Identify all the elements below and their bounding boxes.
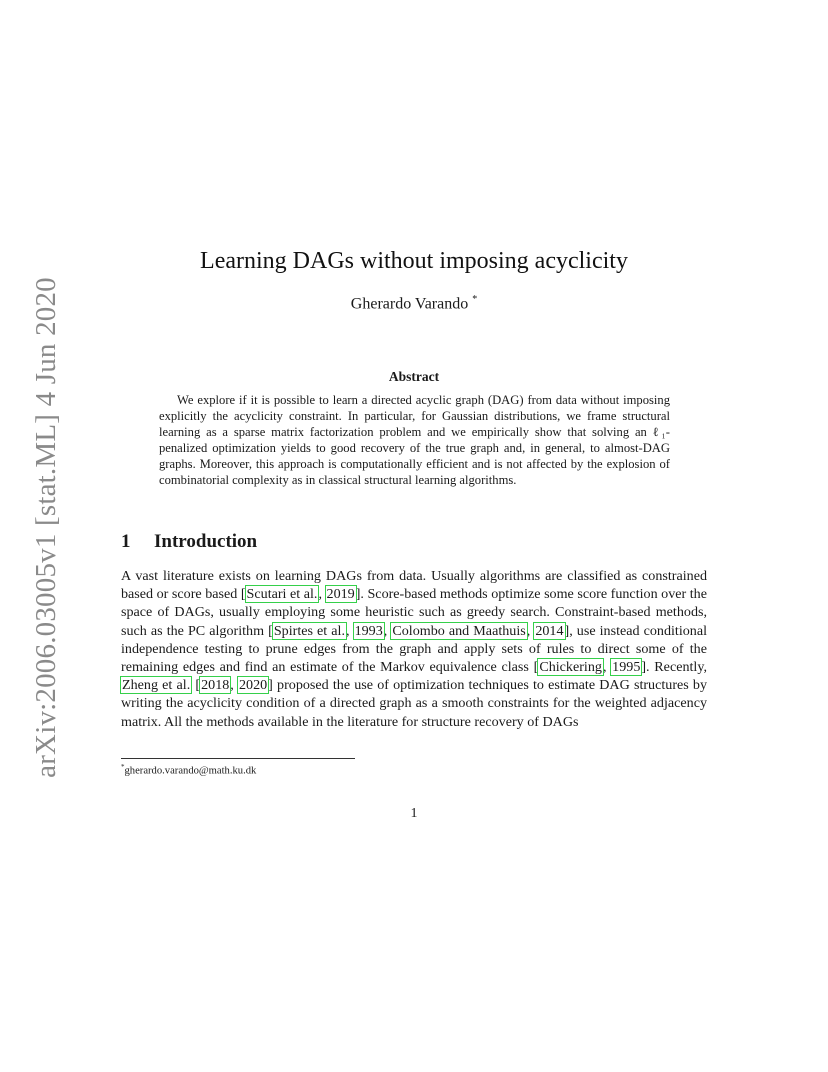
author-name: Gherardo Varando [350, 295, 469, 313]
citation-link[interactable]: Colombo and Maathuis [392, 622, 526, 639]
citation-link[interactable]: 1995 [612, 659, 641, 676]
citation-link[interactable]: 2019 [326, 586, 355, 603]
citation-link[interactable]: 1993 [354, 622, 383, 639]
intro-text: , [345, 622, 354, 639]
intro-text: , [526, 622, 535, 639]
intro-paragraph [121, 567, 707, 731]
author-footnote-mark: * [472, 294, 478, 305]
intro-text: ]. Score-based methods optimize some score function over the space of DAGs, usually employing some heuristic such as greedy search. Constraint-based methods, such as the PC algorithm [ [121, 586, 707, 639]
arxiv-stamp [29, 276, 62, 778]
footnote-email: gherardo.varando@math.ku.dk [124, 765, 257, 777]
intro-text: , [602, 659, 612, 676]
citation-link[interactable]: Chickering [539, 659, 602, 676]
section-number: 1 [121, 531, 131, 552]
citation-link[interactable]: Spirtes et al. [273, 622, 345, 639]
footnote-mark: * [121, 763, 125, 771]
citation-link[interactable]: 2018 [201, 677, 230, 694]
intro-text: , [230, 677, 238, 694]
citation-link[interactable]: 2020 [238, 677, 268, 694]
intro-text: [ [191, 677, 201, 694]
paper-title: Learning DAGs without imposing acyclicity [200, 248, 628, 274]
abstract-body: We explore if it is possible to learn a directed acyclic graph (DAG) from data without imposing explicitly the acyclicity constraint. In particular, for Gaussian distributions, we frame structural learning as a sparse matrix factorization problem and we empirically show that solving an ℓ₁-penalized optimization yields to good recovery of the true graph and, in general, to almost-DAG graphs. Moreover, this approach is computationally efficient and is not affected by the explosion of combinatorial complexity as in classical structural learning algorithms. [159, 393, 670, 487]
page-number: 1 [410, 806, 418, 821]
intro-text: , [318, 586, 326, 603]
author-line [0, 294, 828, 313]
citation-link[interactable]: Zheng et al. [122, 677, 191, 694]
abstract-heading: Abstract [388, 369, 440, 384]
section-title: Introduction [154, 531, 258, 552]
intro-text: ], use instead conditional independence testing to prune edges from the graph and apply sets of rules to direct some of the remaining edges and find an estimate of the Markov equivalence class [ [121, 622, 708, 676]
intro-text: A vast literature exists on learning DAGs from data. Usually algorithms are classified as constrained based or score based [ [121, 568, 707, 603]
citation-link[interactable]: 2014 [535, 622, 564, 639]
footnote [121, 763, 256, 777]
citation-link[interactable]: Scutari et al. [246, 586, 318, 603]
section-heading [121, 531, 257, 553]
intro-text: ] proposed the use of optimization techniques to estimate DAG structures by writing the acyclicity condition of a directed graph as a smooth constraints for the weighted adjacency matrix. All the methods available in the literature for structure recovery of DAGs [121, 677, 708, 730]
intro-text: , [383, 622, 392, 639]
footnote-divider [121, 758, 355, 759]
arxiv-stamp-text: arXiv:2006.03005v1 [stat.ML] 4 Jun 2020 [29, 276, 62, 778]
intro-text: ]. Recently, [641, 659, 707, 676]
